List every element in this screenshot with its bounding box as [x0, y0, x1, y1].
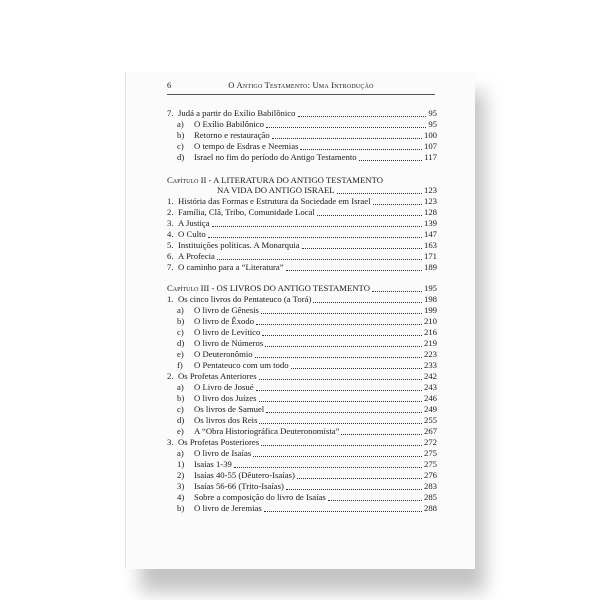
- entry-number: c): [177, 404, 184, 414]
- entry-title: O livro de Êxodo: [194, 316, 255, 326]
- leader-dots: [261, 445, 422, 446]
- leader-dots: [372, 291, 422, 292]
- entry-page: 243: [423, 382, 437, 392]
- entry-title: Judá a partir do Exílio Babilônico: [178, 108, 296, 118]
- entry-title: O Deuteronômio: [194, 349, 253, 359]
- entry-title: História das Formas e Estrutura da Sociedade em Israel: [178, 196, 371, 206]
- entry-title: A “Obra Historiográfica Deuteronomista”: [194, 426, 340, 436]
- toc-entry: [167, 481, 437, 492]
- entry-title: Retorno e restauração: [194, 130, 270, 140]
- entry-number: a): [177, 382, 184, 392]
- header-rule: [167, 94, 435, 95]
- leader-dots: [300, 149, 422, 150]
- entry-title: O livro de Levítico: [194, 327, 261, 337]
- entry-number: 2): [177, 470, 185, 480]
- toc-entry: [167, 448, 437, 459]
- leader-dots: [259, 401, 422, 402]
- entry-number: a): [177, 119, 184, 129]
- toc-entry: [167, 415, 437, 426]
- leader-dots: [313, 302, 422, 303]
- leader-dots: [297, 478, 422, 479]
- entry-title: O livro de Números: [194, 338, 264, 348]
- entry-title: O Pentateuco com um todo: [194, 360, 289, 370]
- leader-dots: [286, 270, 422, 271]
- leader-dots: [337, 193, 422, 194]
- toc-entry: [167, 382, 437, 393]
- leader-dots: [317, 215, 422, 216]
- entry-number: 4.: [167, 229, 174, 239]
- leader-dots: [255, 357, 422, 358]
- entry-number: 3.: [167, 437, 174, 447]
- entry-title: Capítulo III - OS LIVROS DO ANTIGO TESTAMENTO: [167, 283, 370, 293]
- entry-page: 123: [423, 185, 437, 195]
- entry-number: e): [177, 349, 184, 359]
- entry-page: 198: [423, 294, 437, 304]
- entry-title: Instituições políticas. A Monarquia: [178, 240, 300, 250]
- entry-title: Os Profetas Posteriores: [178, 437, 260, 447]
- entry-number: 5.: [167, 240, 174, 250]
- toc-entry: [167, 262, 437, 273]
- toc-entry: [167, 305, 437, 316]
- entry-title: Isaías 40-55 (Dêutero-Isaías): [194, 470, 295, 480]
- toc-entry: [167, 371, 437, 382]
- entry-page: 123: [423, 196, 437, 206]
- toc-entry: [167, 393, 437, 404]
- entry-number: 1.: [167, 196, 174, 206]
- entry-title: NA VIDA DO ANTIGO ISRAEL: [217, 185, 335, 195]
- entry-title: Os livros de Samuel: [194, 404, 265, 414]
- entry-title: A Justiça: [178, 218, 210, 228]
- entry-page: 267: [423, 426, 437, 436]
- leader-dots: [302, 248, 422, 249]
- toc-entry: [167, 185, 437, 196]
- toc-entry: [167, 119, 437, 130]
- entry-title: O Livro de Josué: [194, 382, 254, 392]
- entry-page: 189: [423, 262, 437, 272]
- entry-title: O livro de Jeremias: [194, 503, 262, 513]
- entry-number: d): [177, 338, 185, 348]
- book-page: [125, 72, 475, 569]
- entry-number: 4): [177, 492, 185, 502]
- leader-dots: [259, 423, 421, 424]
- entry-page: 283: [423, 481, 437, 491]
- leader-dots: [341, 434, 422, 435]
- toc-entry: [167, 338, 437, 349]
- entry-title: O tempo de Esdras e Neemias: [194, 141, 299, 151]
- toc-entry: [167, 196, 437, 207]
- entry-page: 246: [423, 393, 437, 403]
- toc-entry: [167, 108, 437, 119]
- entry-page: 199: [423, 305, 437, 315]
- leader-dots: [298, 116, 427, 117]
- entry-title: O Exílio Babilônico: [194, 119, 264, 129]
- toc-entry: [167, 503, 437, 514]
- leader-dots: [259, 379, 422, 380]
- entry-number: b): [177, 503, 185, 513]
- entry-number: 1): [177, 459, 185, 469]
- entry-number: 3): [177, 481, 185, 491]
- toc-entry: [167, 360, 437, 371]
- entry-page: 276: [423, 470, 437, 480]
- entry-page: 275: [423, 459, 437, 469]
- entry-page: 195: [423, 283, 437, 293]
- entry-number: 1.: [167, 294, 174, 304]
- entry-page: 233: [423, 360, 437, 370]
- entry-title: Israel no fim do período do Antigo Testamento: [194, 152, 357, 162]
- leader-dots: [256, 324, 422, 325]
- leader-dots: [261, 313, 422, 314]
- leader-dots: [359, 160, 423, 161]
- entry-title: O livro de Gênesis: [194, 305, 259, 315]
- leader-dots: [373, 204, 422, 205]
- toc-entry: [167, 349, 437, 360]
- entry-number: d): [177, 415, 185, 425]
- entry-title: A Profecia: [178, 251, 215, 261]
- toc-entry: [167, 404, 437, 415]
- entry-number: 7.: [167, 262, 174, 272]
- entry-number: 6.: [167, 251, 174, 261]
- toc-entry: [167, 294, 437, 305]
- entry-title: Isaías 1-39: [194, 459, 232, 469]
- entry-number: b): [177, 316, 185, 326]
- toc-entry: [167, 229, 437, 240]
- entry-number: 2.: [167, 371, 174, 381]
- entry-page: 163: [423, 240, 437, 250]
- toc-entry: [167, 218, 437, 229]
- entry-title: Família, Clã, Tribo, Comunidade Local: [178, 207, 315, 217]
- entry-title: Sobre a composição do livro de Isaías: [194, 492, 326, 502]
- entry-number: c): [177, 141, 184, 151]
- running-title: O Antigo Testamento: Uma Introdução: [228, 80, 374, 90]
- entry-number: e): [177, 426, 184, 436]
- leader-dots: [234, 467, 422, 468]
- entry-page: 171: [423, 251, 437, 261]
- leader-dots: [264, 511, 422, 512]
- entry-page: 128: [423, 207, 437, 217]
- toc-entry: [167, 459, 437, 470]
- leader-dots: [212, 226, 422, 227]
- entry-page: 216: [423, 327, 437, 337]
- toc-entry: [167, 316, 437, 327]
- page-number: 6: [167, 80, 172, 90]
- toc-entry: [167, 141, 437, 152]
- entry-number: a): [177, 305, 184, 315]
- leader-dots: [328, 500, 422, 501]
- entry-page: 223: [423, 349, 437, 359]
- toc-entry: [167, 251, 437, 262]
- toc-entry: [167, 437, 437, 448]
- chapter-heading: [167, 283, 437, 294]
- entry-number: d): [177, 152, 185, 162]
- leader-dots: [253, 456, 422, 457]
- leader-dots: [291, 368, 422, 369]
- entry-number: b): [177, 393, 185, 403]
- entry-number: a): [177, 448, 184, 458]
- entry-page: 139: [423, 218, 437, 228]
- entry-title: Os cinco livros do Pentateuco (a Torá): [178, 294, 312, 304]
- entry-number: 2.: [167, 207, 174, 217]
- leader-dots: [265, 346, 422, 347]
- entry-page: 272: [423, 437, 437, 447]
- entry-page: 249: [423, 404, 437, 414]
- entry-page: 255: [423, 415, 437, 425]
- entry-title: O caminho para a “Literatura”: [178, 262, 284, 272]
- leader-dots: [208, 237, 422, 238]
- entry-number: c): [177, 327, 184, 337]
- leader-dots: [256, 390, 422, 391]
- entry-page: 95: [428, 108, 437, 118]
- toc-entry: [167, 492, 437, 503]
- entry-title: Isaías 56-66 (Trito-Isaías): [194, 481, 284, 491]
- entry-page: 275: [423, 448, 437, 458]
- entry-number: b): [177, 130, 185, 140]
- entry-number: 3.: [167, 218, 174, 228]
- entry-number: 7.: [167, 108, 174, 118]
- entry-title: O Culto: [178, 229, 206, 239]
- page-header: [167, 80, 435, 94]
- entry-page: 285: [423, 492, 437, 502]
- toc-entry: [167, 426, 437, 437]
- leader-dots: [272, 138, 422, 139]
- leader-dots: [262, 335, 422, 336]
- entry-page: 288: [423, 503, 437, 513]
- entry-page: 100: [423, 130, 437, 140]
- leader-dots: [217, 259, 422, 260]
- entry-page: 95: [428, 119, 437, 129]
- entry-page: 107: [423, 141, 437, 151]
- toc-entry: [167, 207, 437, 218]
- toc-entry: [167, 470, 437, 481]
- toc-entry: [167, 130, 437, 141]
- entry-title: Capítulo II - A LITERATURA DO ANTIGO TESTAMENTO: [167, 175, 384, 185]
- entry-page: 147: [423, 229, 437, 239]
- leader-dots: [286, 489, 422, 490]
- leader-dots: [266, 412, 422, 413]
- entry-title: O livro dos Juízes: [194, 393, 257, 403]
- entry-title: O livro de Isaías: [194, 448, 252, 458]
- entry-page: 242: [423, 371, 437, 381]
- entry-page: 210: [423, 316, 437, 326]
- entry-page: 219: [423, 338, 437, 348]
- entry-page: 117: [424, 152, 437, 162]
- entry-title: Os livros dos Reis: [194, 415, 258, 425]
- toc-entry: [167, 327, 437, 338]
- entry-title: Os Profetas Anteriores: [178, 371, 257, 381]
- toc-entry: [167, 152, 437, 163]
- leader-dots: [266, 127, 426, 128]
- entry-number: f): [177, 360, 183, 370]
- toc-entry: [167, 240, 437, 251]
